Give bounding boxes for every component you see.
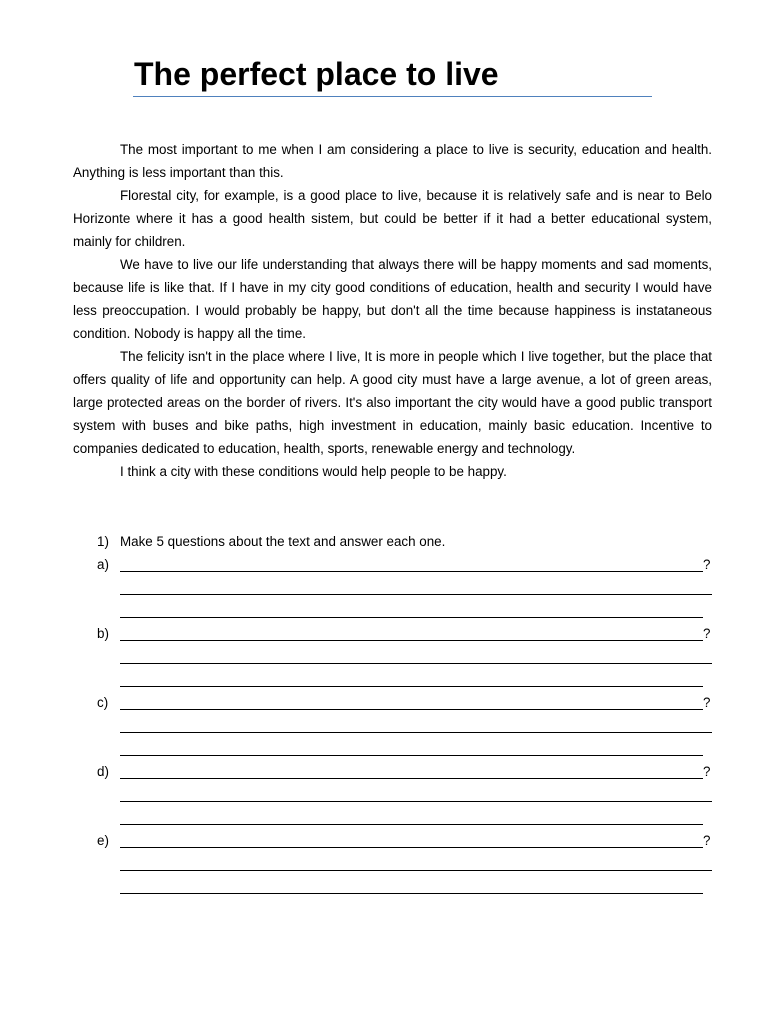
- question-letter: b): [97, 626, 109, 641]
- question-mark: ?: [703, 626, 711, 641]
- paragraph: The most important to me when I am considering a place to live is security, education and health. Anything is less important than this.: [73, 142, 712, 180]
- answer-line[interactable]: [120, 732, 712, 733]
- title-underline: [133, 96, 652, 97]
- answer-line[interactable]: [120, 686, 703, 687]
- question-mark: ?: [703, 557, 711, 572]
- question-mark: ?: [703, 833, 711, 848]
- page-title: The perfect place to live: [134, 56, 499, 92]
- paragraph: Florestal city, for example, is a good place to live, because it is relatively safe and is near to Belo Horizonte where it has a good health sistem, but could be better if it had a better educational system, mainly for children.: [73, 188, 712, 249]
- answer-line[interactable]: [120, 893, 703, 894]
- question-mark: ?: [703, 695, 711, 710]
- question-line[interactable]: [120, 847, 703, 848]
- answer-line[interactable]: [120, 663, 712, 664]
- answer-line[interactable]: [120, 801, 712, 802]
- question-line[interactable]: [120, 571, 703, 572]
- question-letter: d): [97, 764, 109, 779]
- essay-body: [73, 138, 712, 483]
- question-letter: e): [97, 833, 109, 848]
- answer-line[interactable]: [120, 617, 703, 618]
- task-text: Make 5 questions about the text and answer each one.: [120, 534, 446, 549]
- answer-line[interactable]: [120, 870, 712, 871]
- question-mark: ?: [703, 764, 711, 779]
- question-letter: c): [97, 695, 109, 710]
- task-number: 1): [97, 534, 109, 549]
- paragraph: The felicity isn't in the place where I live, It is more in people which I live together, but the place that offers quality of life and opportunity can help. A good city must have a large avenue, a lot of green areas, large protected areas on the border of rivers. It's also important the city would have a good public transport system with buses and bike paths, high investment in education, mainly basic education. Incentive to companies dedicated to education, health, sports, renewable energy and technology.: [73, 349, 712, 456]
- question-line[interactable]: [120, 709, 703, 710]
- question-line[interactable]: [120, 778, 703, 779]
- answer-line[interactable]: [120, 594, 712, 595]
- task-instruction: [97, 530, 445, 553]
- paragraph: We have to live our life understanding that always there will be happy moments and sad moments, because life is like that. If I have in my city good conditions of education, health and security I would have less preoccupation. I would probably be happy, but don't all the time because happiness is instataneous condition. Nobody is happy all the time.: [73, 257, 712, 341]
- question-letter: a): [97, 557, 109, 572]
- question-line[interactable]: [120, 640, 703, 641]
- answer-line[interactable]: [120, 824, 703, 825]
- answer-line[interactable]: [120, 755, 703, 756]
- paragraph: I think a city with these conditions would help people to be happy.: [120, 464, 507, 479]
